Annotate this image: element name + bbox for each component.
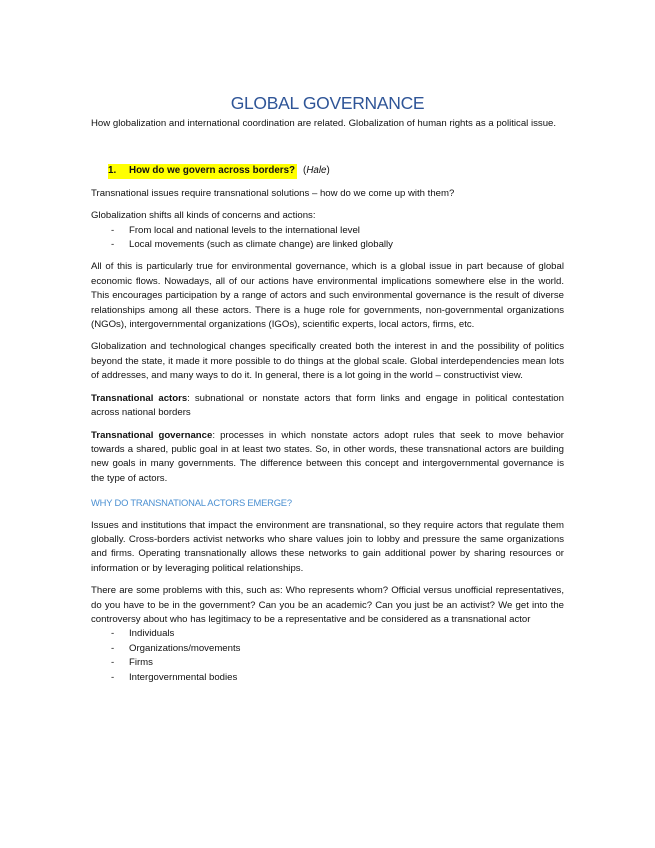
section-heading [108,164,564,178]
section-heading-text: How do we govern across borders? [129,165,296,177]
list-item: - Local movements (such as climate change) are linked globally [91,238,564,252]
author-note-text: Hale [306,165,327,177]
intro-paragraph: How globalization and international coordination are related. Globalization of human rights as a political issue. [91,118,557,129]
subheading: WHY DO TRANSNATIONAL ACTORS EMERGE? [91,497,292,509]
list-item: - From local and national levels to the international level [91,224,564,238]
definition-text: : processes in which nonstate actors adopt rules that seek to move behavior towards a shared, public goal in at least two states. So, in other words, these transnational actors are building new goals in many governments. The difference between this concept and intergovernmental governance is the type of actors. [91,429,564,484]
paragraph-6: There are some problems with this, such as: Who represents whom? Official versus unofficial representatives, do you have to be in the government? Can you be an academic? Can you just be an activist? We get into the controversy about who has legitimacy to be a representative and be considered as a transnational actor [91,585,564,625]
definition-transnational-actors [91,392,564,421]
page-title: GLOBAL GOVERNANCE [230,93,425,113]
list-item: - Individuals [91,627,564,641]
author-note-close: ) [326,165,330,177]
list-item: - Organizations/movements [91,642,564,656]
author-note-open: ( [303,165,307,177]
paragraph-3: All of this is particularly true for environmental governance, which is a global issue in part because of global economic flows. Nowadays, all of our actions have environmental implications somewhere else in the world. This encourages participation by a range of actors and such environmental governance is the result of diverse relationships among all these actors. There is a huge role for governments, non-governmental organizations (NGOs), intergovernmental organizations (IGOs), scientific experts, local actors, firms, etc. [91,261,564,331]
list-item: - Firms [91,656,564,670]
definition-term: Transnational actors [91,392,188,404]
definition-transnational-governance [91,429,564,487]
bullet-list-2 [91,627,564,685]
section-number: 1. [108,165,117,177]
bullet-list-1 [91,224,564,253]
paragraph-4: Globalization and technological changes specifically created both the interest in and the possibility of politics beyond the state, it made it more possible to do things at the global scale. Global interdependencies mean lots of addresses, and many ways to do it. In general, there is a lot going in the world – constructivist view. [91,341,564,382]
definition-term: Transnational governance [91,429,213,441]
paragraph-5: Issues and institutions that impact the environment are transnational, so they require actors that regulate them globally. Cross-borders activist networks who share values join to lobby and pressure the same organizations and firms. Operating transnationally allows these networks to gain additional power by sharing resources or information or by leveraging political relationships. [91,519,564,574]
author-note [303,164,330,178]
paragraph-1: Transnational issues require transnational solutions – how do we come up with them? [91,187,455,199]
document-body [91,92,564,685]
paragraph-2: Globalization shifts all kinds of concerns and actions: [91,210,316,222]
list-item: - Intergovernmental bodies [91,671,564,685]
definition-text: : subnational or nonstate actors that form links and engage in political contestation across national borders [91,392,564,419]
section-heading-highlight [108,164,297,178]
